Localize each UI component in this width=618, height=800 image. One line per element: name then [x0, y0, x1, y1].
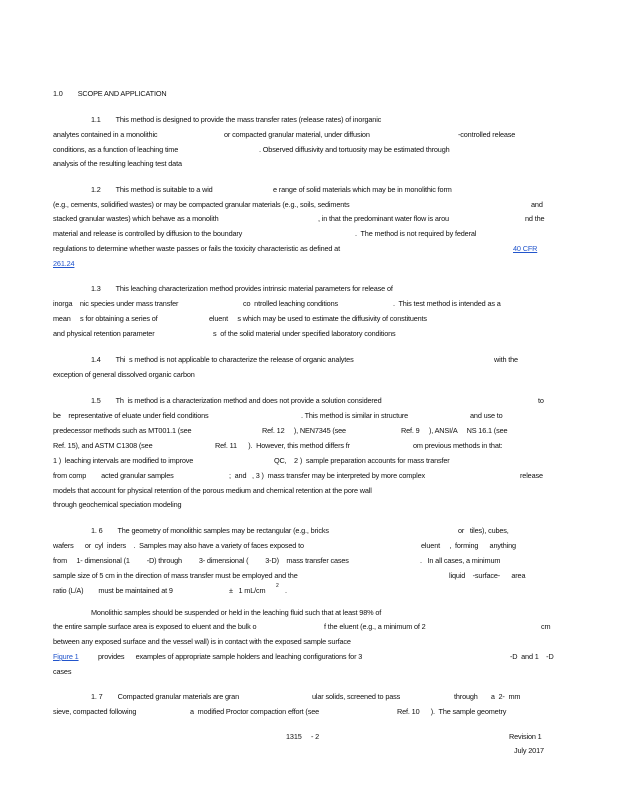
- text-line: ; and , 3 ) mass transfer may be interpreted by more complex: [229, 471, 426, 480]
- revision-label: Revision 1: [509, 732, 542, 741]
- revision-date: July 2017: [514, 746, 544, 755]
- section-heading: 1.0 SCOPE AND APPLICATION: [53, 89, 167, 98]
- text-line: to: [538, 396, 544, 405]
- text-line: eluent s which may be used to estimate the diffusivity of constituents: [209, 314, 427, 323]
- text-line: and use to: [470, 411, 503, 420]
- cfr-link[interactable]: 40 CFR: [513, 244, 538, 253]
- text-line: Ref. 9 ), ANSI/A NS 16.1 (see: [401, 426, 508, 435]
- text-line: stacked granular wastes) which behave as a monolith: [53, 214, 219, 223]
- text-line: s of the solid material under specified laboratory conditions: [213, 329, 396, 338]
- text-line: Ref. 11 ). However, this method differs fr: [215, 441, 350, 450]
- text-line: 1.4 Thi s method is not applicable to characterize the release of organic analytes: [91, 355, 354, 364]
- page-number: 1315 - 2: [286, 732, 320, 741]
- text-line: 1 ) leaching intervals are modified to improve: [53, 456, 194, 465]
- text-line: ± 1 mL/cm: [229, 586, 266, 595]
- cfr-link-cont[interactable]: 261.24: [53, 259, 75, 268]
- text-line: from comp acted granular samples: [53, 471, 174, 480]
- text-line: .: [285, 586, 287, 595]
- text-line: wafers or cyl inders . Samples may also have a variety of faces exposed to: [53, 541, 304, 550]
- text-line: between any exposed surface and the vessel wall) is in contact with the exposed sample surface: [53, 637, 351, 646]
- text-line: from 1- dimensional (1 -D) through 3- dimensional ( 3-D) mass transfer cases: [53, 556, 349, 565]
- text-line: . In all cases, a minimum: [420, 556, 501, 565]
- text-line: through geochemical speciation modeling: [53, 500, 182, 509]
- text-line: predecessor methods such as MT001.1 (see: [53, 426, 192, 435]
- text-line: e range of solid materials which may be in monolithic form: [273, 185, 452, 194]
- text-line: Ref. 15), and ASTM C1308 (see: [53, 441, 153, 450]
- text-line: QC, 2 ) sample preparation accounts for mass transfer: [274, 456, 450, 465]
- text-line: . This method is similar in structure: [301, 411, 409, 420]
- text-line: with the: [494, 355, 518, 364]
- text-line: and: [531, 200, 543, 209]
- text-line: 1.1 This method is designed to provide the mass transfer rates (release rates) of inorganic: [91, 115, 382, 124]
- text-line: . This test method is intended as a: [393, 299, 501, 308]
- text-line: regulations to determine whether waste passes or fails the toxicity characteristic as defined at: [53, 244, 340, 253]
- text-line: co ntrolled leaching conditions: [243, 299, 338, 308]
- text-line: Monolithic samples should be suspended or held in the leaching fluid such that at least 98% of: [91, 608, 382, 617]
- text-line: liquid -surface- area: [449, 571, 526, 580]
- text-line: or compacted granular material, under diffusion: [224, 130, 370, 139]
- text-line: . The method is not required by federal: [355, 229, 477, 238]
- text-line: -D and 1 -D: [510, 652, 554, 661]
- text-line: om previous methods in that:: [413, 441, 503, 450]
- figure-1-link[interactable]: Figure 1: [53, 652, 79, 661]
- text-line: , in that the predominant water flow is arou: [318, 214, 449, 223]
- text-line: -controlled release: [458, 130, 516, 139]
- text-line: ular solids, screened to pass: [312, 692, 401, 701]
- text-line: Ref. 12 ), NEN7345 (see: [262, 426, 346, 435]
- text-line: the entire sample surface area is exposed to eluent and the bulk o: [53, 622, 257, 631]
- text-line: 1.5 Th is method is a characterization method and does not provide a solution considered: [91, 396, 382, 405]
- text-line: analysis of the resulting leaching test data: [53, 159, 182, 168]
- text-line: cm: [541, 622, 551, 631]
- text-line: material and release is controlled by diffusion to the boundary: [53, 229, 243, 238]
- text-line: be representative of eluate under field conditions: [53, 411, 209, 420]
- text-line: ratio (L/A) must be maintained at 9: [53, 586, 173, 595]
- text-line: 1. 7 Compacted granular materials are gran: [91, 692, 239, 701]
- text-line: through a 2- mm: [454, 692, 521, 701]
- text-line: (e.g., cements, solidified wastes) or may be compacted granular materials (e.g., soils, sediments: [53, 200, 350, 209]
- text-line: models that account for physical retention of the porous medium and chemical retention at the pore wall: [53, 486, 372, 495]
- text-line: 1.2 This method is suitable to a wid: [91, 185, 213, 194]
- text-line: exception of general dissolved organic carbon: [53, 370, 195, 379]
- text-line: release: [520, 471, 543, 480]
- text-line: 1.3 This leaching characterization method provides intrinsic material parameters for release of: [91, 284, 393, 293]
- text-line: inorga nic species under mass transfer: [53, 299, 179, 308]
- text-line: analytes contained in a monolithic: [53, 130, 158, 139]
- text-line: nd the: [525, 214, 545, 223]
- text-line: sample size of 5 cm in the direction of mass transfer must be employed and the: [53, 571, 298, 580]
- text-line: or tiles), cubes,: [458, 526, 509, 535]
- text-line: . Observed diffusivity and tortuosity may be estimated through: [259, 145, 450, 154]
- text-line: and physical retention parameter: [53, 329, 155, 338]
- text-line: 1. 6 The geometry of monolithic samples may be rectangular (e.g., bricks: [91, 526, 329, 535]
- text-line: sieve, compacted following: [53, 707, 137, 716]
- text-line: eluent , forming anything: [421, 541, 516, 550]
- text-line: mean s for obtaining a series of: [53, 314, 158, 323]
- text-line: f the eluent (e.g., a minimum of 2: [324, 622, 426, 631]
- text-line: cases: [53, 667, 72, 676]
- text-line: provides examples of appropriate sample holders and leaching configurations for 3: [98, 652, 363, 661]
- text-line: a modified Proctor compaction effort (see: [190, 707, 320, 716]
- text-line: conditions, as a function of leaching time: [53, 145, 179, 154]
- superscript-2: 2: [276, 583, 279, 589]
- text-line: Ref. 10 ). The sample geometry: [397, 707, 507, 716]
